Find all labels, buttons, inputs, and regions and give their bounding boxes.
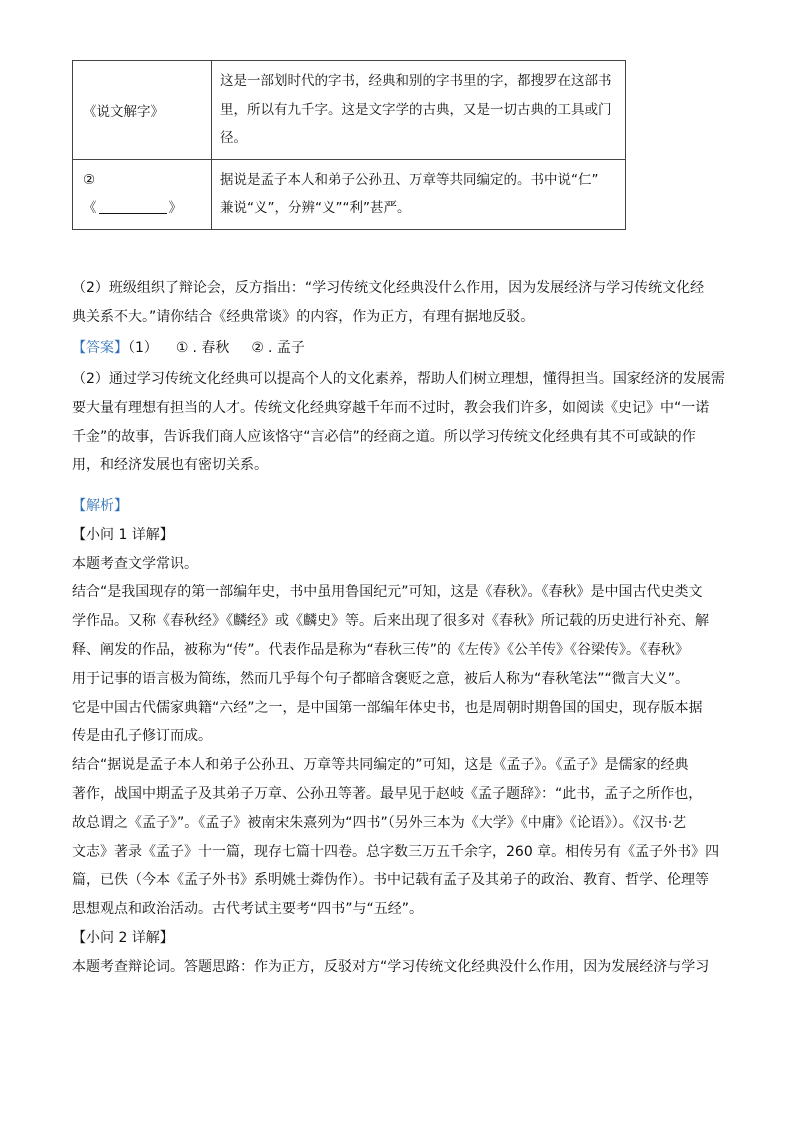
blank-marker: ② xyxy=(83,172,96,188)
text-line: 本题考查文学常识。 xyxy=(72,555,198,572)
fill-blank xyxy=(83,194,210,222)
desc-line: 据说是孟子本人和弟子公孙丑、万章等共同编定的。书中说“仁” xyxy=(220,171,599,188)
desc-line: 径。 xyxy=(220,130,247,146)
text-line: 著作，战国中期孟子及其弟子万章、公孙丑等著。最早见于赵岐《孟子题辞》：“此书，孟子之所作也， xyxy=(72,785,703,802)
analysis-label: 【解析】 xyxy=(72,498,128,514)
book-title: 《说文解字》 xyxy=(83,103,164,120)
text-line: 千金”的故事，告诉我们商人应该恪守“言必信”的经商之道。所以学习传统文化经典有其不可或缺的作 xyxy=(72,428,696,445)
book-desc-cell xyxy=(212,159,626,229)
book-desc-cell xyxy=(212,61,626,160)
answer-item2: . 孟子 xyxy=(267,340,305,356)
subquestion-2-title: 【小问 2 详解】 xyxy=(72,929,174,946)
question-2 xyxy=(72,274,732,332)
text-line: 用，和经济发展也有密切关系。 xyxy=(72,457,268,474)
subquestion-1-title: 【小问 1 详解】 xyxy=(72,526,174,543)
book-title-cell xyxy=(73,61,212,160)
text-line: 篇，已佚（今本《孟子外书》系明姚士粦伪作）。书中记载有孟子及其弟子的政治、教育、哲学、伦理等 xyxy=(72,872,709,889)
blank-line xyxy=(99,199,167,214)
book-title-cell xyxy=(73,159,212,229)
bracket-open: 《 xyxy=(83,200,97,216)
desc-line: 这是一部划时代的字书，经典和别的字书里的字，都搜罗在这部书 xyxy=(220,73,612,89)
answer-line xyxy=(72,334,732,363)
text-line: 释、阐发的作品，被称为“传”。代表作品是称为“春秋三传”的《左传》《公羊传》《谷梁传》。《春秋》 xyxy=(72,641,690,658)
analysis xyxy=(72,492,732,982)
text-line: （2）班级组织了辩论会，反方指出：“学习传统文化经典没什么作用，因为发展经济与学习传统文化经 xyxy=(72,280,705,296)
text-line: 思想观点和政治活动。古代考试主要考“四书”与“五经”。 xyxy=(72,901,424,918)
table-row xyxy=(73,61,626,160)
desc-line: 兼说“义”，分辨“义”“利”甚严。 xyxy=(220,200,411,216)
answer-label: 【答案】 xyxy=(72,340,128,356)
answer-item1: . 春秋 xyxy=(192,340,230,356)
text-line: 典关系不大。”请你结合《经典常谈》的内容，作为正方，有理有据地反驳。 xyxy=(72,308,535,325)
answer-item1-mark: ① xyxy=(175,340,189,356)
text-line: 用于记事的语言极为简练，然而几乎每个句子都暗含褒贬之意，被后人称为“春秋笔法”“微言大义”。 xyxy=(72,670,690,687)
table-row xyxy=(73,159,626,229)
text-line: 学作品。又称《春秋经》《麟经》或《麟史》等。后来出现了很多对《春秋》所记载的历史进行补充、解 xyxy=(72,613,709,630)
text-line: 故总谓之《孟子》”。《孟子》被南宋朱熹列为“四书”（另外三本为《大学》《中庸》《论语》）。《汉书·艺 xyxy=(72,814,687,831)
text-line: （2）通过学习传统文化经典可以提高个人的文化素养，帮助人们树立理想，懂得担当。国家经济的发展需 xyxy=(72,371,725,387)
desc-line: 里，所以有九千字。这是文字学的古典，又是一切古典的工具或门 xyxy=(220,101,612,118)
text-line: 传是由孔子修订而成。 xyxy=(72,728,212,745)
text-line: 结合“是我国现存的第一部编年史，书中虽用鲁国纪元”可知，这是《春秋》。《春秋》是中国古代史类文 xyxy=(72,584,703,601)
text-line: 本题考查辩论词。答题思路：作为正方，反驳对方“学习传统文化经典没什么作用，因为发展经济与学习 xyxy=(72,958,710,975)
answer-item2-mark: ② xyxy=(251,340,264,356)
text-line: 要大量有理想有担当的人才。传统文化经典穿越千年而不过时，教会我们许多，如阅读《史记》中“一诺 xyxy=(72,399,710,416)
answer-prefix: （1） xyxy=(128,340,158,356)
book-table xyxy=(72,60,626,230)
text-line: 结合“据说是孟子本人和弟子公孙丑、万章等共同编定的”可知，这是《孟子》。《孟子》是儒家的经典 xyxy=(72,757,689,774)
bracket-close: 》 xyxy=(168,200,182,216)
text-line: 它是中国古代儒家典籍“六经”之一，是中国第一部编年体史书，也是周朝时期鲁国的国史，现存版本据 xyxy=(72,699,703,716)
text-line: 文志》著录《孟子》十一篇，现存七篇十四卷。总字数三万五千余字，260 章。相传另有《孟子外书》四 xyxy=(72,843,720,860)
answer-body xyxy=(72,365,732,480)
